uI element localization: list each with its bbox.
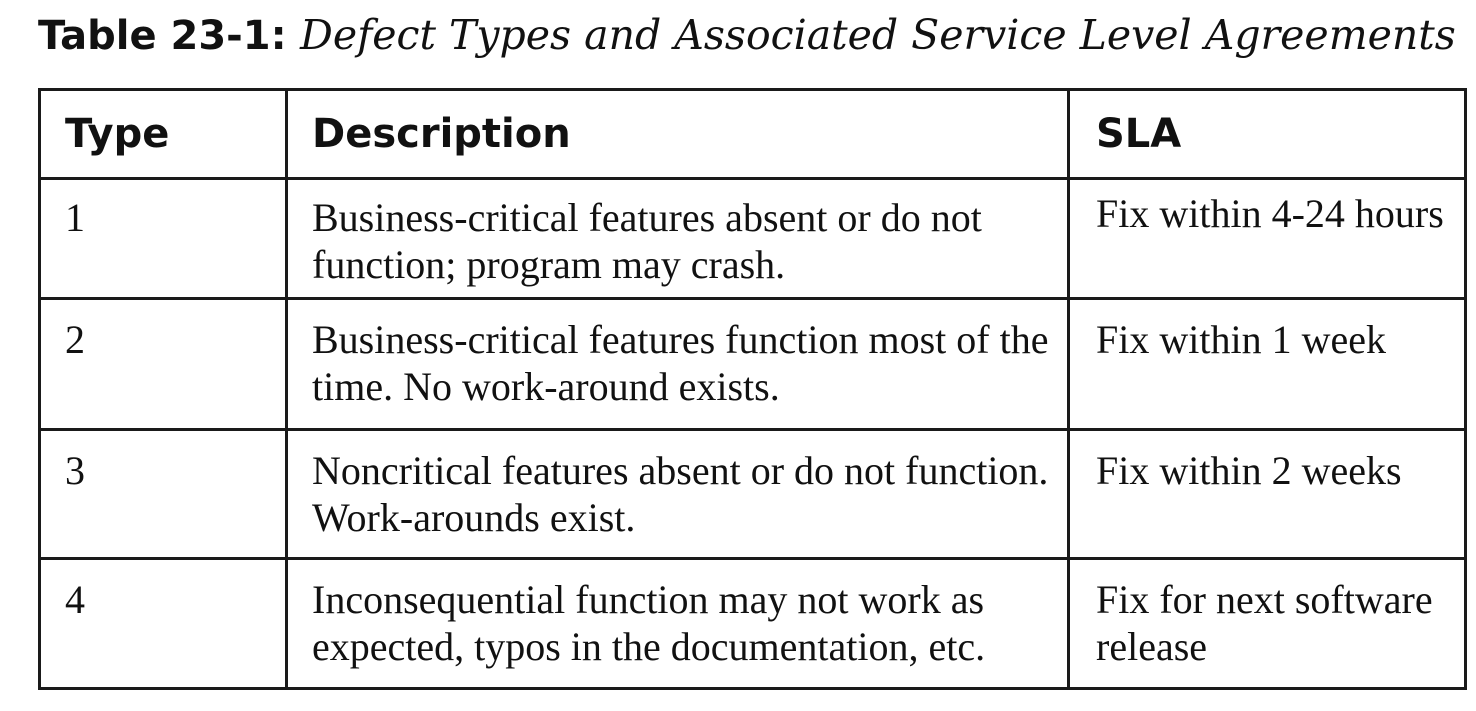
cell-sla: Fix within 1 week <box>1069 299 1466 430</box>
table-number: Table 23-1: <box>38 13 287 59</box>
cell-description: Business-critical features function most of the time. No work-around exists. <box>287 299 1069 430</box>
cell-type: 1 <box>40 179 287 299</box>
table-title: Defect Types and Associated Service Level Agreements <box>299 11 1456 59</box>
table-row <box>40 299 1466 430</box>
header-type: Type <box>40 90 287 179</box>
defect-sla-table <box>38 88 1467 690</box>
table-row <box>40 559 1466 689</box>
header-description: Description <box>287 90 1069 179</box>
cell-type: 2 <box>40 299 287 430</box>
cell-description: Noncritical features absent or do not function. Work-arounds exist. <box>287 430 1069 559</box>
table-row <box>40 430 1466 559</box>
cell-type: 4 <box>40 559 287 689</box>
cell-sla: Fix within 2 weeks <box>1069 430 1466 559</box>
cell-sla: Fix within 4-24 hours <box>1069 179 1466 299</box>
table-row <box>40 179 1466 299</box>
cell-sla: Fix for next software release <box>1069 559 1466 689</box>
cell-description: Inconsequential function may not work as expected, typos in the documentation, etc. <box>287 559 1069 689</box>
cell-type: 3 <box>40 430 287 559</box>
cell-description: Business-critical features absent or do not function; program may crash. <box>287 179 1069 299</box>
table-header-row <box>40 90 1466 179</box>
header-sla: SLA <box>1069 90 1466 179</box>
table-caption <box>38 6 1456 65</box>
